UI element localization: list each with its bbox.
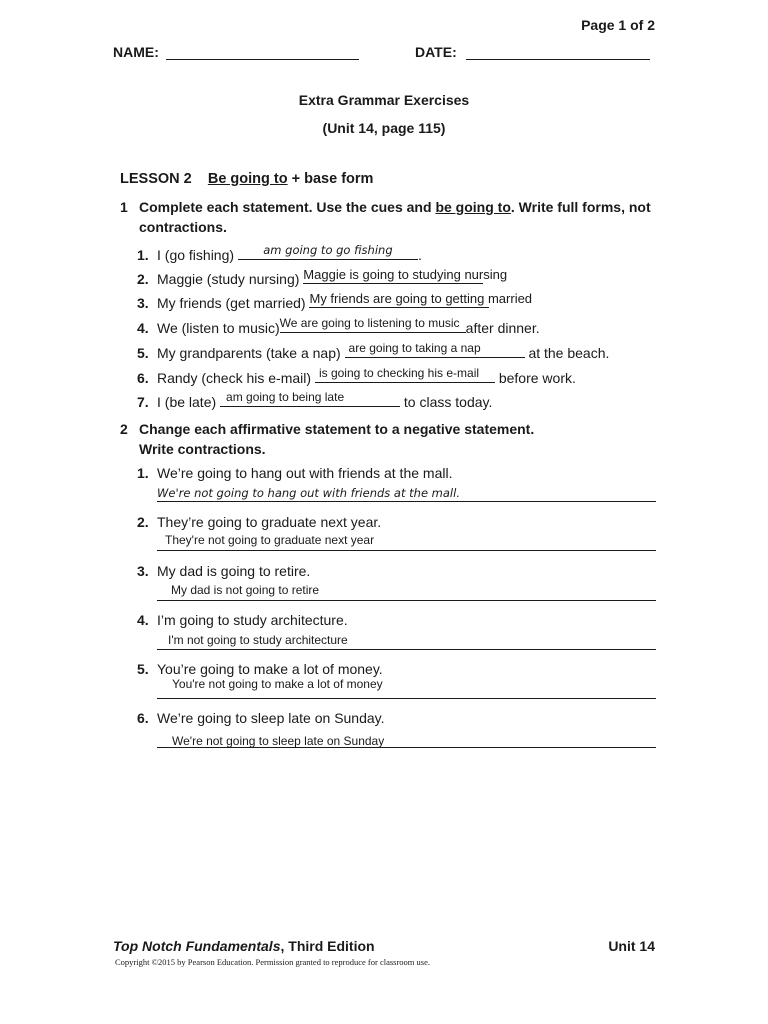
answer-text: My dad is not going to retire bbox=[171, 583, 320, 597]
item-number: 6. bbox=[137, 370, 149, 386]
exercise-2-instruction-text-2: Write contractions. bbox=[139, 441, 266, 457]
exercise-2-item bbox=[137, 661, 383, 677]
item-prompt: They’re going to graduate next year. bbox=[157, 514, 382, 530]
exercise-1-item bbox=[137, 243, 422, 263]
lesson-topic-rest: + base form bbox=[287, 171, 374, 187]
answer-text: am going to go fishing bbox=[263, 243, 393, 257]
item-number: 6. bbox=[137, 710, 149, 726]
item-number: 7. bbox=[137, 394, 149, 410]
exercise-1-item bbox=[137, 341, 609, 361]
footer-book-title bbox=[113, 938, 375, 954]
exercise-2-item bbox=[137, 514, 381, 530]
exercise-1-item bbox=[137, 366, 576, 386]
answer-line[interactable] bbox=[157, 550, 656, 551]
item-prompt: My dad is going to retire. bbox=[157, 563, 311, 579]
item-number: 2. bbox=[137, 271, 149, 287]
answer-blank[interactable] bbox=[303, 267, 508, 284]
answer-text: We're not going to sleep late on Sunday bbox=[172, 734, 385, 748]
answer-text: We're not going to hang out with friends at the mall. bbox=[157, 486, 460, 500]
item-after-text: at the beach. bbox=[528, 345, 610, 361]
item-prompt: I (go fishing) bbox=[157, 247, 235, 263]
name-label: NAME: bbox=[113, 44, 159, 60]
footer-unit: Unit 14 bbox=[608, 938, 655, 954]
copyright-notice: Copyright ©2015 by Pearson Education. Permission granted to reproduce for classroom use. bbox=[115, 957, 430, 967]
item-after-text: before work. bbox=[498, 370, 576, 386]
item-prompt: My grandparents (take a nap) bbox=[157, 345, 341, 361]
answer-text: They're not going to graduate next year bbox=[165, 533, 375, 547]
exercise-1-instruction-text-end: . Write full forms, not contractions. bbox=[139, 199, 651, 235]
item-number: 5. bbox=[137, 661, 149, 677]
item-after-text: to class today. bbox=[403, 394, 493, 410]
answer-blank[interactable] bbox=[309, 291, 533, 308]
exercise-1-item bbox=[137, 291, 533, 311]
answer-blank[interactable] bbox=[220, 390, 400, 407]
answer-blank[interactable] bbox=[345, 341, 525, 358]
answer-blank[interactable] bbox=[280, 316, 466, 333]
answer-line[interactable] bbox=[157, 649, 656, 650]
item-number: 3. bbox=[137, 563, 149, 579]
answer-text: My friends are going to getting married bbox=[309, 291, 533, 306]
page-subtitle: (Unit 14, page 115) bbox=[322, 120, 446, 136]
answer-line[interactable] bbox=[157, 501, 656, 502]
exercise-2-number: 2 bbox=[120, 421, 128, 437]
name-field[interactable] bbox=[166, 59, 359, 60]
answer-text: is going to checking his e-mail bbox=[318, 366, 480, 380]
lesson-heading bbox=[120, 171, 373, 187]
answer-text: I'm not going to study architecture bbox=[168, 633, 348, 647]
item-after-text: after dinner. bbox=[465, 320, 540, 336]
item-prompt: I’m going to study architecture. bbox=[157, 612, 348, 628]
item-after-text: . bbox=[417, 247, 422, 263]
item-prompt: We’re going to sleep late on Sunday. bbox=[157, 710, 385, 726]
item-prompt: Randy (check his e-mail) bbox=[157, 370, 312, 386]
item-prompt: You’re going to make a lot of money. bbox=[157, 661, 383, 677]
exercise-1-number: 1 bbox=[120, 199, 128, 215]
item-number: 2. bbox=[137, 514, 149, 530]
exercise-2-instruction-text: Change each affirmative statement to a negative statement. bbox=[139, 421, 535, 437]
item-number: 4. bbox=[137, 320, 149, 336]
answer-text: are going to taking a nap bbox=[348, 341, 481, 355]
exercise-2-item bbox=[137, 563, 310, 579]
item-prompt: I (be late) bbox=[157, 394, 217, 410]
item-prompt: We (listen to music) bbox=[157, 320, 280, 336]
lesson-topic-grammar: Be going to bbox=[207, 171, 288, 187]
book-title: Top Notch Fundamentals bbox=[113, 938, 281, 954]
lesson-label: LESSON 2 bbox=[120, 171, 192, 187]
item-number: 3. bbox=[137, 295, 149, 311]
date-label: DATE: bbox=[415, 44, 457, 60]
exercise-1-instructions bbox=[120, 197, 660, 237]
exercise-2-item bbox=[137, 465, 452, 481]
item-number: 1. bbox=[137, 465, 149, 481]
answer-text: Maggie is going to studying nursing bbox=[303, 267, 508, 282]
book-edition: , Third Edition bbox=[280, 938, 375, 954]
answer-line[interactable] bbox=[157, 747, 656, 748]
exercise-1-item bbox=[137, 267, 508, 287]
exercise-2-item bbox=[137, 612, 348, 628]
item-prompt: We’re going to hang out with friends at the mall. bbox=[157, 465, 453, 481]
page-title: Extra Grammar Exercises bbox=[298, 92, 470, 108]
answer-blank[interactable] bbox=[315, 366, 495, 383]
answer-line[interactable] bbox=[157, 698, 656, 699]
answer-text: We are going to listening to music bbox=[279, 316, 460, 330]
item-prompt: Maggie (study nursing) bbox=[157, 271, 300, 287]
item-number: 5. bbox=[137, 345, 149, 361]
answer-blank[interactable] bbox=[238, 243, 418, 260]
item-number: 4. bbox=[137, 612, 149, 628]
answer-text: You're not going to make a lot of money bbox=[172, 677, 383, 691]
exercise-2-item bbox=[137, 710, 385, 726]
page-number: Page 1 of 2 bbox=[581, 17, 655, 33]
answer-line[interactable] bbox=[157, 600, 656, 601]
exercise-1-item bbox=[137, 390, 492, 410]
exercise-1-instruction-keyword: be going to bbox=[435, 199, 511, 215]
exercise-1-instruction-text: Complete each statement. Use the cues and bbox=[139, 199, 436, 215]
answer-text: am going to being late bbox=[226, 390, 345, 404]
date-field[interactable] bbox=[466, 59, 650, 60]
exercise-1-item bbox=[137, 316, 540, 336]
exercise-2-instructions bbox=[120, 419, 660, 459]
item-number: 1. bbox=[137, 247, 149, 263]
item-prompt: My friends (get married) bbox=[157, 295, 306, 311]
